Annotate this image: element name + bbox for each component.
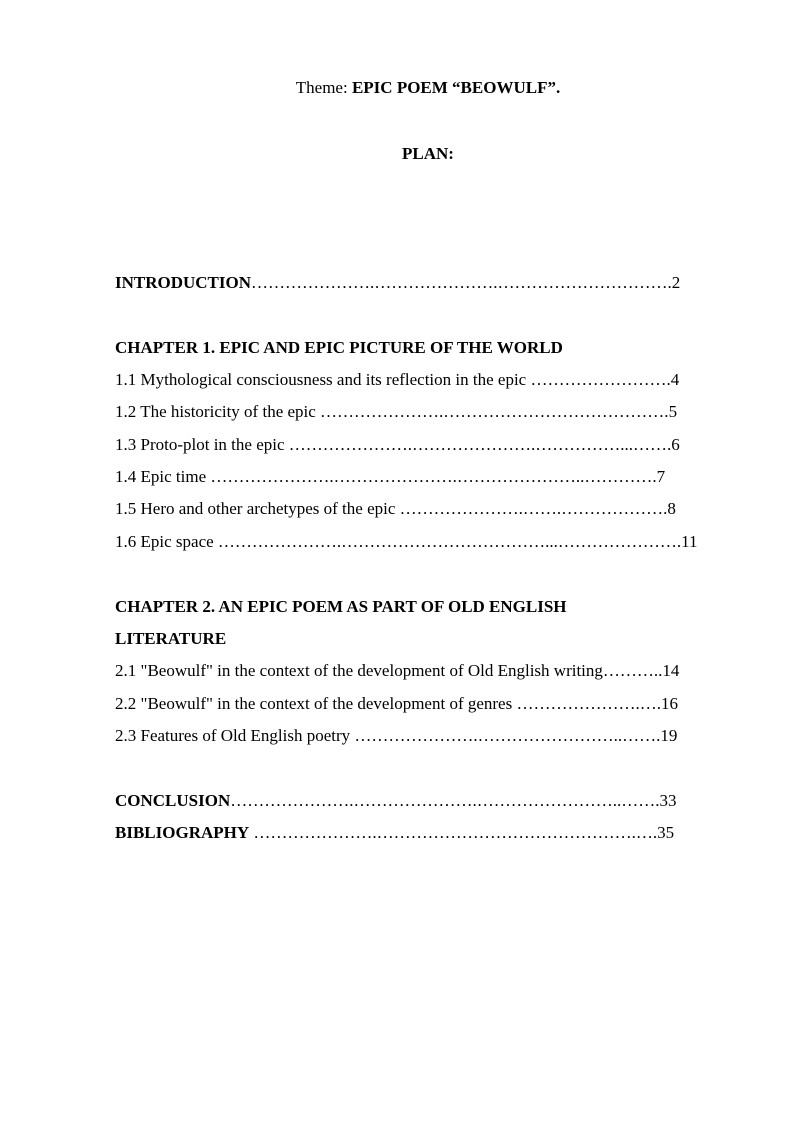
toc-entry-1-3[interactable] xyxy=(115,434,680,456)
toc-entry-introduction[interactable] xyxy=(115,272,680,294)
toc-entry-text: 1.5 Hero and other archetypes of the epic ………………….…….………………. xyxy=(115,499,668,518)
theme-title: EPIC POEM “BEOWULF”. xyxy=(351,78,561,97)
toc-conclusion-leader: ………………….………………….……………………..……. xyxy=(230,791,660,810)
theme-prefix: Theme: xyxy=(295,78,352,97)
toc-conclusion-page: 33 xyxy=(659,791,677,810)
toc-entry-text: 1.1 Mythological consciousness and its reflection in the epic …………………… xyxy=(115,370,667,389)
toc-entry-text: 2.3 Features of Old English poetry ………………….……………………..……. xyxy=(115,726,661,745)
toc-entry-1-1[interactable] xyxy=(115,369,679,391)
document-theme xyxy=(0,77,800,99)
toc-entry-2-3[interactable] xyxy=(115,725,677,747)
plan-heading: PLAN: xyxy=(402,144,454,163)
toc-entry-text: 2.2 "Beowulf" in the context of the development of genres ………………….…. xyxy=(115,694,661,713)
toc-entry-bibliography[interactable] xyxy=(115,822,674,844)
toc-entry-page: 11 xyxy=(681,532,698,551)
toc-introduction-leader: ………………….………………….…………………………. xyxy=(251,273,672,292)
toc-entry-conclusion[interactable] xyxy=(115,790,677,812)
toc-entry-1-2[interactable] xyxy=(115,401,677,423)
toc-entry-page: 19 xyxy=(660,726,678,745)
toc-introduction-label: INTRODUCTION xyxy=(115,273,252,292)
toc-entry-text: 1.2 The historicity of the epic ………………….…………………………………. xyxy=(115,402,669,421)
toc-entry-text: 1.3 Proto-plot in the epic ………………….………………….……………...……. xyxy=(115,435,672,454)
toc-entry-page: 14 xyxy=(662,661,680,680)
toc-entry-page: 5 xyxy=(668,402,678,421)
toc-introduction-page: 2 xyxy=(671,273,681,292)
toc-bibliography-page: 35 xyxy=(657,823,675,842)
chapter-1-heading[interactable]: CHAPTER 1. EPIC AND EPIC PICTURE OF THE WORLD xyxy=(115,338,563,357)
toc-bibliography-leader: ………………….……………………………………….…. xyxy=(249,823,658,842)
toc-bibliography-label: BIBLIOGRAPHY xyxy=(115,823,250,842)
toc-conclusion-label: CONCLUSION xyxy=(115,791,231,810)
toc-entry-1-6[interactable] xyxy=(115,531,698,553)
toc-entry-1-4[interactable] xyxy=(115,466,665,488)
toc-entry-page: 8 xyxy=(667,499,676,518)
toc-entry-1-5[interactable] xyxy=(115,498,676,520)
chapter-2-heading-line-1[interactable]: CHAPTER 2. AN EPIC POEM AS PART OF OLD ENGLISH xyxy=(115,597,567,616)
toc-entry-text: 1.4 Epic time ………………….………………….…………………..…………. xyxy=(115,467,657,486)
toc-entry-2-2[interactable] xyxy=(115,693,678,715)
toc-entry-text: 2.1 "Beowulf" in the context of the development of Old English writing……….. xyxy=(115,661,663,680)
toc-entry-2-1[interactable] xyxy=(115,660,679,682)
chapter-2-heading-line-2[interactable]: LITERATURE xyxy=(115,629,227,648)
toc-entry-page: 6 xyxy=(671,435,680,454)
toc-entry-page: 16 xyxy=(660,694,678,713)
toc-entry-page: .4 xyxy=(666,370,680,389)
toc-entry-page: 7 xyxy=(656,467,666,486)
toc-entry-text: 1.6 Epic space ………………….………………………………...…………………. xyxy=(115,532,682,551)
